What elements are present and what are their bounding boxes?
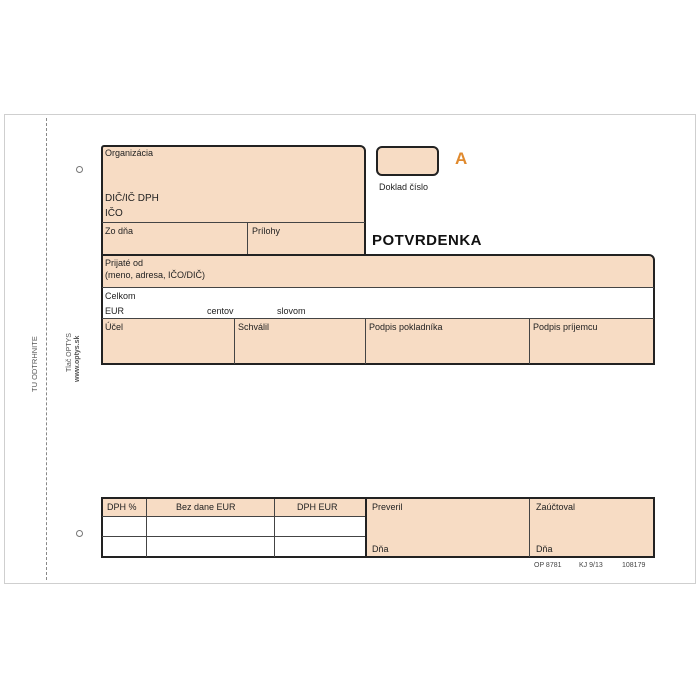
punch-hole-top [76,166,83,173]
doklad-cislo-label: Doklad číslo [379,182,429,192]
punch-hole-bottom [76,530,83,537]
eur-label: EUR [105,306,125,316]
celkom-row [103,287,653,318]
form-title: POTVRDENKA [372,232,483,249]
doklad-cislo-field[interactable] [376,146,439,176]
divider [529,499,530,557]
prilohy-label: Prílohy [252,226,281,236]
prijate-od-sub-label: (meno, adresa, IČO/DIČ) [105,270,206,280]
tear-line [46,118,47,580]
prijate-od-label: Prijaté od [105,258,144,268]
celkom-label: Celkom [105,291,136,301]
zo-dna-label: Zo dňa [105,226,134,236]
divider [274,499,275,557]
dna-label-2: Dňa [536,544,553,554]
dph-eur-header: DPH EUR [297,502,338,512]
divider [102,516,365,517]
preveril-label: Preveril [372,502,403,512]
centov-label: centov [207,306,234,316]
divider [234,318,235,364]
divider [102,287,654,288]
divider [365,318,366,364]
dph-pct-header: DPH % [107,502,137,512]
divider [365,499,367,557]
divider [529,318,530,364]
divider [102,536,365,537]
tear-here-text: TU ODTRHNITE [30,336,39,392]
divider [102,318,654,319]
organizacia-label: Organizácia [105,148,154,158]
zauctoval-label: Zaúčtoval [536,502,576,512]
form-code-3: 108179 [622,562,646,569]
podpis-pokladnika-label: Podpis pokladníka [369,322,443,332]
print-credit-line2: www.optys.sk [74,335,81,382]
schvalil-label: Schválil [238,322,270,332]
form-code-2: KJ 9/13 [579,562,603,569]
podpis-prijemcu-label: Podpis príjemcu [533,322,598,332]
ucel-label: Účel [105,322,124,332]
divider [146,499,147,557]
divider [102,222,365,223]
ico-label: IČO [105,208,123,219]
divider [247,222,248,256]
copy-letter: A [455,149,468,168]
form-code-1: OP 8781 [534,562,562,569]
dic-label: DIČ/IČ DPH [105,193,159,204]
slovom-label: slovom [277,306,306,316]
print-credit-line1: Tlač OPTYS [66,333,73,372]
dna-label-1: Dňa [372,544,389,554]
bez-dane-header: Bez dane EUR [176,502,236,512]
